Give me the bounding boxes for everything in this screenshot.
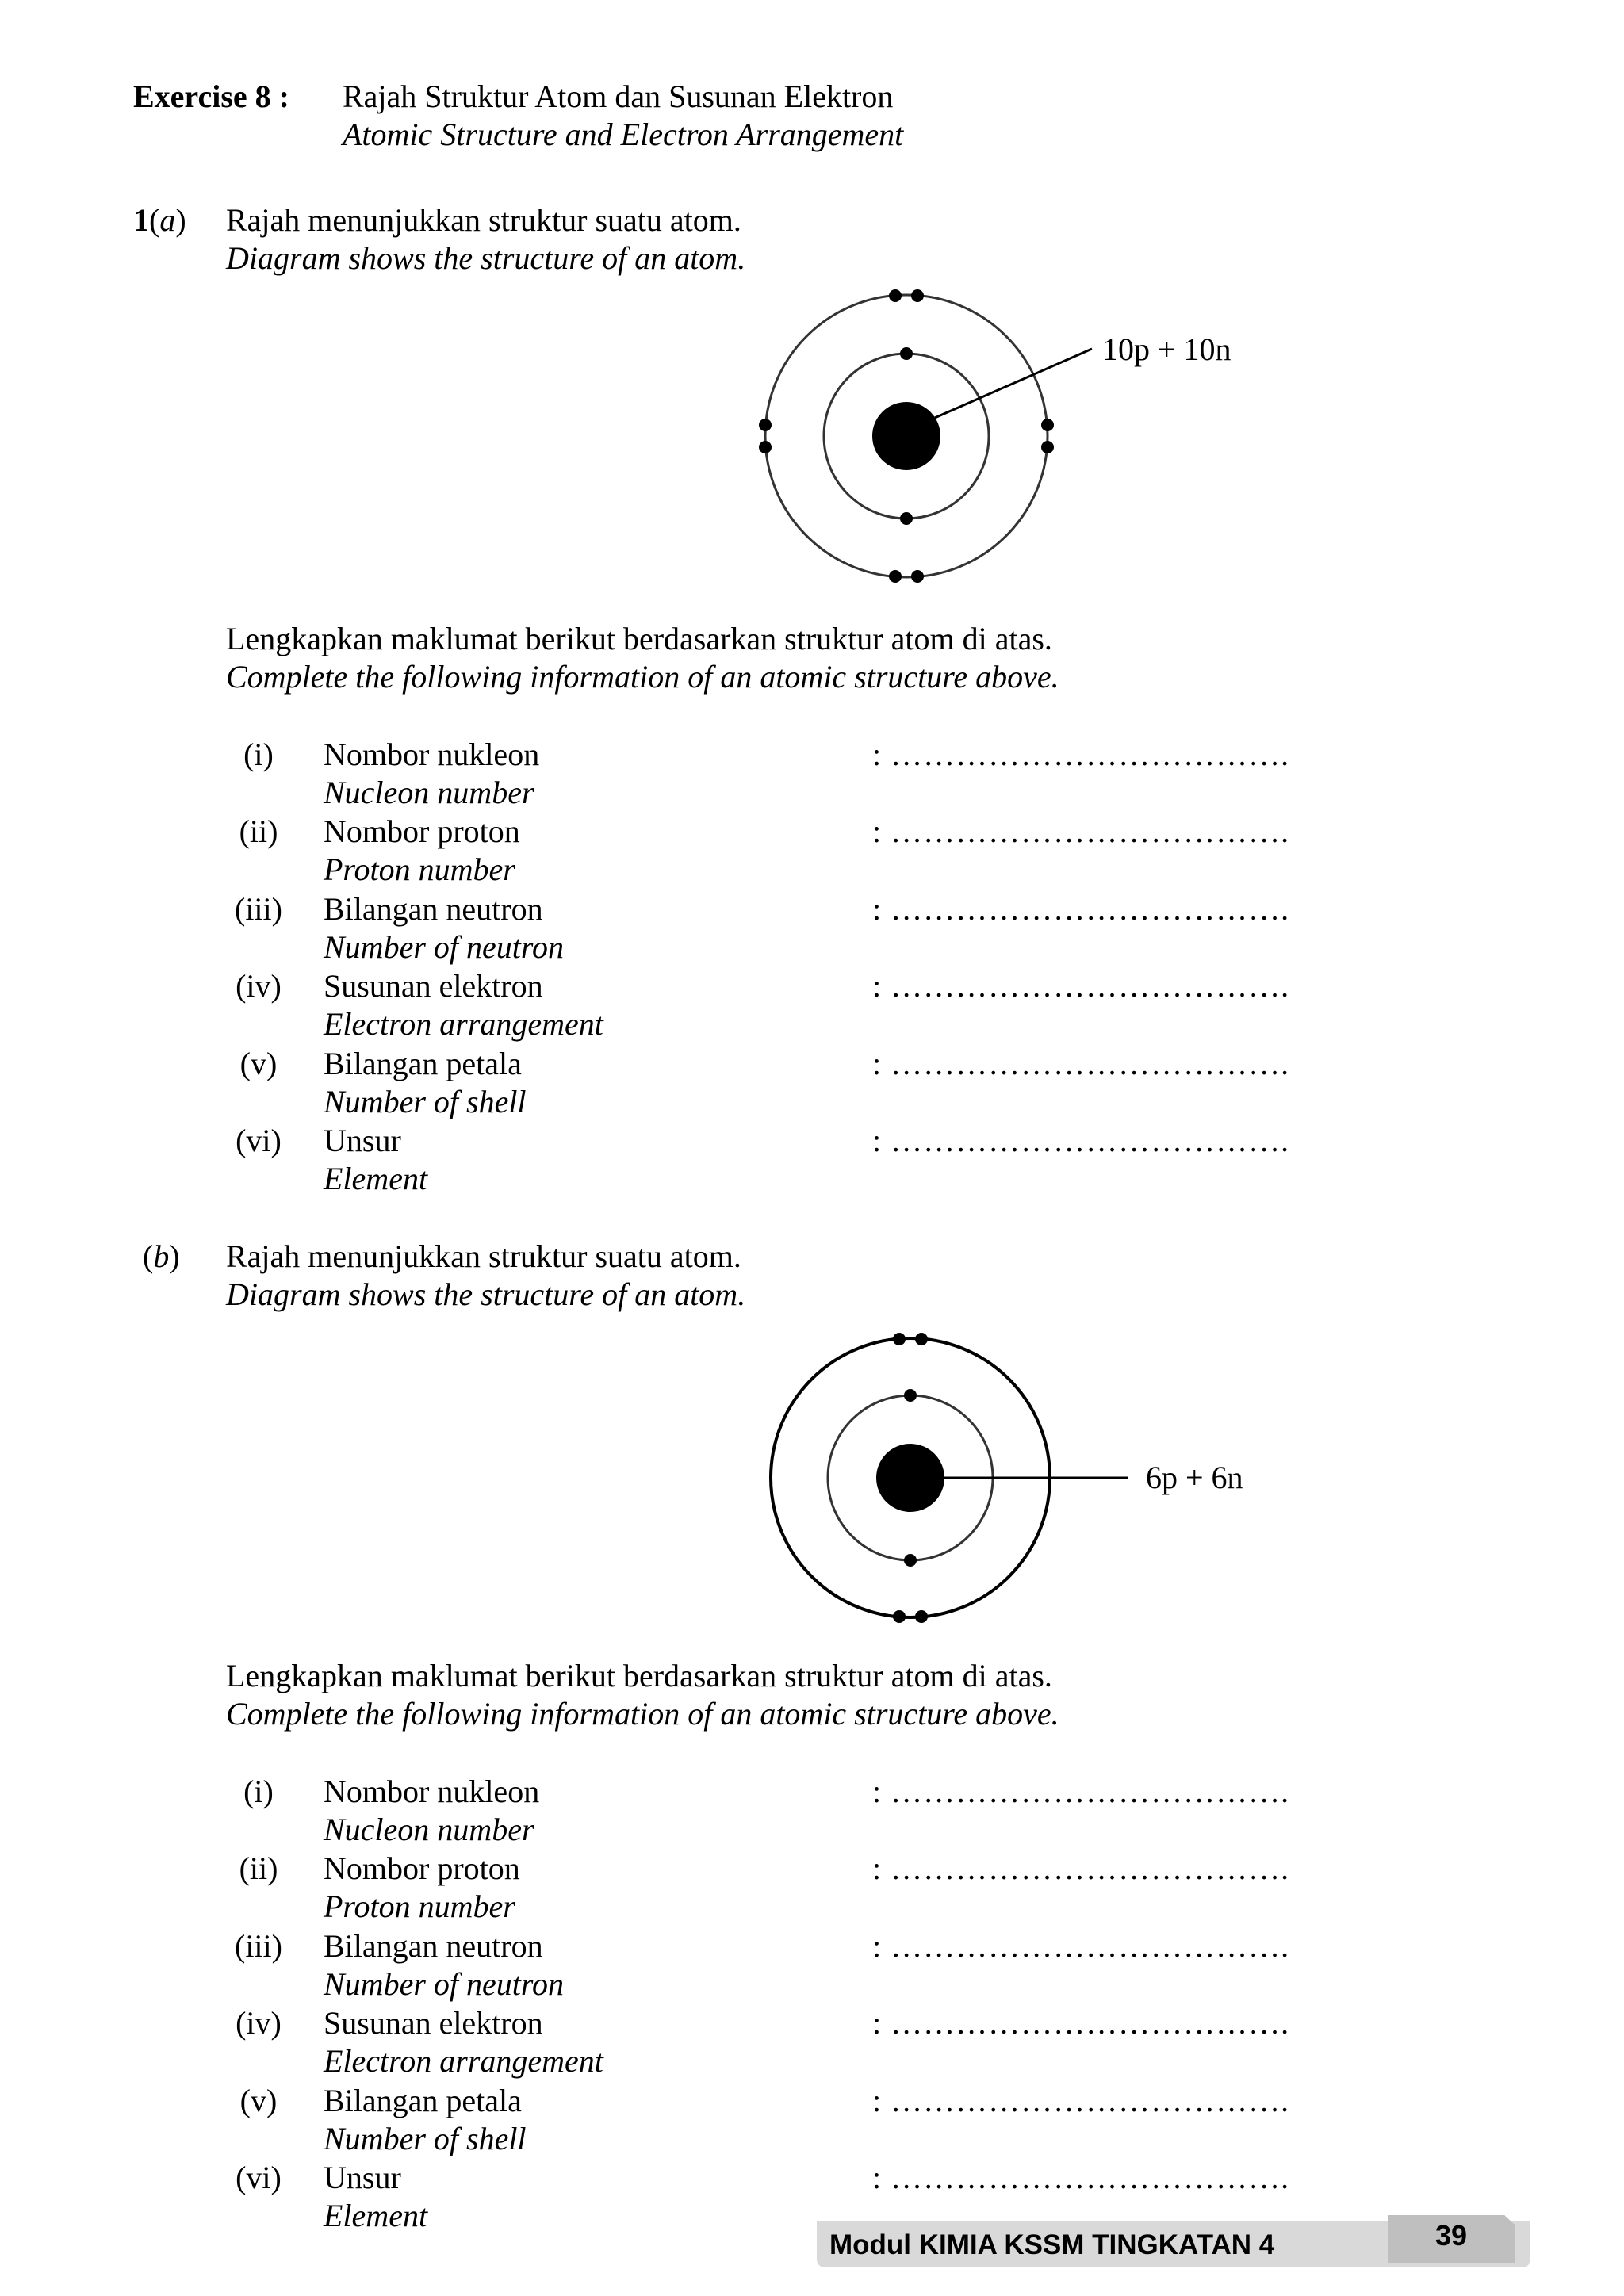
- electron: [904, 1554, 917, 1567]
- electron: [893, 1333, 906, 1345]
- answer-blank[interactable]: : ……………………………….: [872, 1774, 1290, 1809]
- electron: [900, 512, 913, 525]
- q1a-intro-en: Diagram shows the structure of an atom.: [226, 240, 746, 276]
- answer-blank[interactable]: : ……………………………….: [872, 2083, 1290, 2118]
- answer-blank[interactable]: : ……………………………….: [872, 2005, 1290, 2041]
- item-roman: (ii): [239, 813, 278, 849]
- question-number: 1: [133, 202, 149, 238]
- answer-blank[interactable]: : ……………………………….: [872, 1123, 1290, 1158]
- item-ms: Nombor proton: [324, 813, 520, 849]
- item-ms: Unsur: [324, 2160, 401, 2195]
- electron: [889, 570, 902, 583]
- item-en: Nucleon number: [324, 1812, 534, 1847]
- item-en: Nucleon number: [324, 775, 534, 810]
- answer-blank[interactable]: : ……………………………….: [872, 968, 1290, 1004]
- item-ms: Nombor nukleon: [324, 737, 540, 772]
- item-roman: (ii): [239, 1850, 278, 1886]
- item-en: Element: [324, 1161, 428, 1196]
- q1b-instruction-ms: Lengkapkan maklumat berikut berdasarkan struktur atom di atas.: [226, 1658, 1052, 1693]
- item-ms: Bilangan petala: [324, 1046, 522, 1081]
- item-roman: (iii): [235, 1928, 282, 1964]
- item-ms: Nombor proton: [324, 1850, 520, 1886]
- electron: [893, 1610, 906, 1623]
- question-1a-number: 1(a): [133, 202, 186, 238]
- item-en: Number of shell: [324, 1084, 527, 1119]
- nucleus-pointer-line: [929, 349, 1092, 420]
- item-roman: (i): [243, 737, 274, 772]
- item-en: Number of shell: [324, 2121, 527, 2156]
- answer-blank[interactable]: : ……………………………….: [872, 813, 1290, 849]
- electron: [911, 570, 924, 583]
- item-roman: (iii): [235, 891, 282, 927]
- q1b-instruction-en: Complete the following information of an atomic structure above.: [226, 1696, 1059, 1732]
- electron: [759, 419, 772, 431]
- electron: [911, 289, 924, 302]
- item-en: Electron arrangement: [324, 2043, 603, 2079]
- item-en: Number of neutron: [324, 1966, 564, 2002]
- item-ms: Susunan elektron: [324, 2005, 543, 2041]
- q1a-instruction-en: Complete the following information of an atomic structure above.: [226, 659, 1059, 695]
- electron: [889, 289, 902, 302]
- q1b-intro-en: Diagram shows the structure of an atom.: [226, 1276, 746, 1312]
- item-roman: (vi): [236, 1123, 282, 1158]
- item-roman: (iv): [236, 968, 282, 1004]
- nucleus: [872, 402, 940, 470]
- answer-blank[interactable]: : ……………………………….: [872, 1046, 1290, 1081]
- item-roman: (i): [243, 1774, 274, 1809]
- exercise-title-ms: Rajah Struktur Atom dan Susunan Elektron: [343, 78, 894, 114]
- footer-module-title: Modul KIMIA KSSM TINGKATAN 4: [829, 2229, 1275, 2260]
- nucleus-label-a: 10p + 10n: [1102, 331, 1231, 367]
- item-ms: Susunan elektron: [324, 968, 543, 1004]
- electron: [915, 1610, 928, 1623]
- question-part: b: [153, 1238, 170, 1274]
- q1b-intro-ms: Rajah menunjukkan struktur suatu atom.: [226, 1238, 741, 1274]
- item-roman: (vi): [236, 2160, 282, 2195]
- atom-diagram-a: [745, 277, 1285, 595]
- exercise-title-en: Atomic Structure and Electron Arrangement: [343, 117, 904, 152]
- item-ms: Bilangan petala: [324, 2083, 522, 2118]
- answer-blank[interactable]: : ……………………………….: [872, 891, 1290, 927]
- item-en: Electron arrangement: [324, 1006, 603, 1042]
- answer-blank[interactable]: : ……………………………….: [872, 1850, 1290, 1886]
- question-1b-number: (b): [143, 1238, 180, 1274]
- item-ms: Bilangan neutron: [324, 1928, 543, 1964]
- answer-blank[interactable]: : ……………………………….: [872, 2160, 1290, 2195]
- item-en: Number of neutron: [324, 929, 564, 965]
- item-roman: (iv): [236, 2005, 282, 2041]
- electron: [904, 1389, 917, 1402]
- item-en: Proton number: [324, 1888, 515, 1924]
- electron: [759, 441, 772, 453]
- electron: [1041, 441, 1054, 453]
- electron: [915, 1333, 928, 1345]
- nucleus-label-b: 6p + 6n: [1146, 1460, 1243, 1495]
- question-part: a: [159, 202, 176, 238]
- page-number: 39: [1434, 2219, 1468, 2252]
- item-roman: (v): [239, 2083, 278, 2118]
- answer-blank[interactable]: : ……………………………….: [872, 1928, 1290, 1964]
- answer-blank[interactable]: : ……………………………….: [872, 737, 1290, 772]
- electron: [900, 347, 913, 360]
- q1a-intro-ms: Rajah menunjukkan struktur suatu atom.: [226, 202, 741, 238]
- item-en: Element: [324, 2198, 428, 2233]
- atom-diagram-b: [761, 1316, 1158, 1633]
- item-ms: Unsur: [324, 1123, 401, 1158]
- exercise-label: Exercise 8 :: [133, 78, 289, 114]
- item-roman: (v): [239, 1046, 278, 1081]
- nucleus: [876, 1444, 944, 1512]
- electron: [1041, 419, 1054, 431]
- item-ms: Nombor nukleon: [324, 1774, 540, 1809]
- item-en: Proton number: [324, 851, 515, 887]
- q1a-instruction-ms: Lengkapkan maklumat berikut berdasarkan struktur atom di atas.: [226, 621, 1052, 656]
- item-ms: Bilangan neutron: [324, 891, 543, 927]
